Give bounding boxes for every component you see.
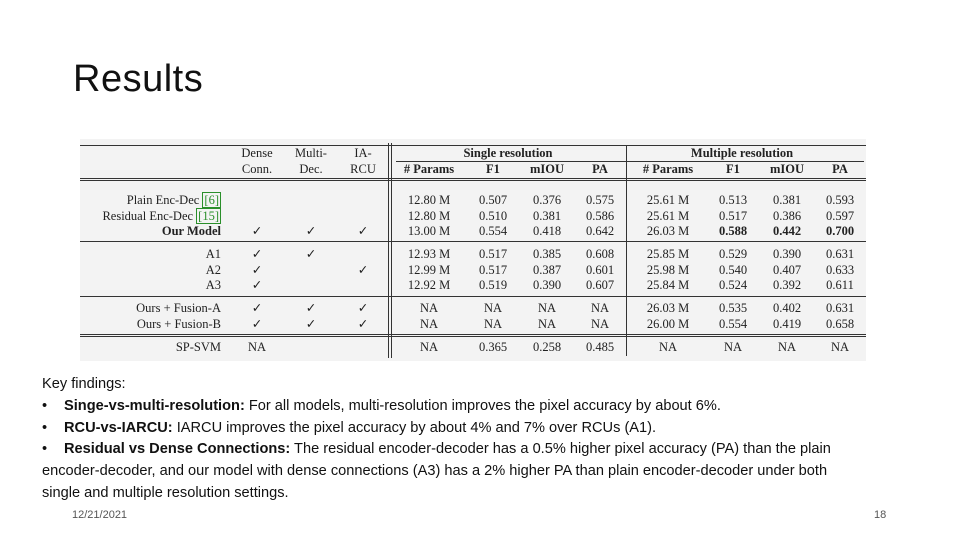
cell-m-miou: 0.390 — [772, 247, 802, 261]
header-multi-2: Dec. — [299, 162, 323, 176]
cell-s-params: 12.93 M — [407, 247, 451, 261]
finding-label: Singe-vs-multi-resolution: — [64, 397, 245, 414]
cell-s-pa: 0.601 — [585, 262, 615, 277]
row-label — [206, 263, 221, 279]
table-row — [80, 263, 866, 279]
cell-dense: NA — [247, 340, 267, 354]
cell-m-params: 26.03 M — [646, 301, 690, 315]
header-multi: Multi- — [295, 146, 327, 160]
row-label — [136, 301, 221, 317]
cell-m-f1: 0.524 — [718, 278, 748, 292]
row-label-text: A3 — [205, 278, 221, 292]
header-dense-2: Conn. — [241, 162, 273, 176]
cell-m-f1: 0.517 — [718, 208, 748, 223]
cell-m-params: 25.85 M — [646, 247, 690, 261]
cell-m-pa: NA — [830, 340, 850, 354]
cell-m-pa: 0.658 — [825, 316, 855, 331]
cell-s-f1: 0.510 — [478, 208, 508, 223]
cell-m-pa: 0.597 — [825, 208, 855, 223]
slide-title: Results — [73, 58, 204, 100]
cell-s-params: 12.80 M — [407, 208, 451, 223]
table-row — [80, 317, 866, 333]
cell-m-params: 25.98 M — [646, 262, 690, 277]
cell-m-pa: 0.631 — [825, 301, 855, 315]
cell-s-params: NA — [419, 340, 439, 354]
table-rule — [80, 180, 866, 181]
table-rule — [80, 334, 866, 335]
header-m-f1: F1 — [726, 162, 740, 176]
cell-s-miou: 0.381 — [532, 208, 562, 223]
row-label-text: Plain Enc-Dec — [126, 193, 200, 207]
cell-s-f1: 0.554 — [478, 224, 508, 238]
table-header-bottom — [80, 162, 866, 178]
cell-m-f1: 0.588 — [718, 224, 748, 238]
table-vertical-rule — [388, 143, 389, 358]
table-rule — [80, 296, 866, 297]
finding-label: RCU-vs-IARCU: — [64, 419, 173, 436]
cell-dense: ✓ — [251, 301, 263, 315]
header-s-params: # Params — [403, 162, 455, 176]
cell-s-miou: 0.258 — [532, 340, 562, 354]
finding-item — [42, 439, 942, 461]
cell-multi: ✓ — [305, 301, 317, 315]
header-s-miou: mIOU — [529, 162, 565, 176]
table-row — [80, 340, 866, 356]
cell-s-params: 12.99 M — [407, 262, 451, 277]
row-label — [206, 278, 221, 294]
finding-text: For all models, multi-resolution improves the pixel accuracy by about 6%. — [244, 397, 721, 414]
cell-s-miou: 0.376 — [532, 193, 562, 207]
cell-s-f1: NA — [483, 301, 503, 315]
cell-s-miou: 0.387 — [532, 262, 562, 277]
cell-s-pa: 0.607 — [585, 278, 615, 292]
cell-m-f1: 0.554 — [718, 316, 748, 331]
cell-m-miou: 0.392 — [772, 278, 802, 292]
results-table — [80, 139, 866, 361]
row-label — [206, 247, 221, 263]
finding-text: The residual encoder-decoder has a 0.5% higher pixel accuracy (PA) than the plain — [290, 441, 831, 458]
row-label-text: Residual Enc-Dec — [102, 208, 194, 223]
findings-heading: Key findings: — [42, 376, 126, 392]
finding-item — [42, 396, 942, 418]
cell-m-pa: 0.631 — [825, 247, 855, 261]
cell-dense: ✓ — [251, 278, 263, 292]
cell-ia: ✓ — [357, 316, 369, 331]
finding-label: Residual vs Dense Connections: — [64, 441, 291, 458]
row-label — [102, 209, 221, 225]
cell-m-pa: 0.593 — [825, 193, 855, 207]
finding-continuation: encoder-decoder, and our model with dense connections (A3) has a 2% higher PA than plain encoder-decoder under both — [42, 463, 828, 480]
cell-m-params: NA — [658, 340, 678, 354]
cell-s-params: 12.92 M — [407, 278, 451, 292]
header-single-resolution: Single resolution — [463, 146, 553, 160]
row-label — [137, 317, 221, 333]
cell-s-miou: 0.418 — [532, 224, 562, 238]
cell-s-miou: NA — [537, 301, 557, 315]
row-label-text: A2 — [205, 262, 221, 277]
table-row — [80, 209, 866, 225]
cell-m-miou: 0.402 — [772, 301, 802, 315]
cell-s-params: 13.00 M — [407, 224, 451, 238]
cell-s-f1: 0.507 — [478, 193, 508, 207]
row-label-text: SP-SVM — [175, 340, 221, 354]
cell-m-miou: NA — [777, 340, 797, 354]
cell-m-params: 26.00 M — [646, 316, 690, 331]
table-row — [80, 247, 866, 263]
bullet: • — [42, 419, 48, 436]
header-multiple-resolution: Multiple resolution — [690, 146, 794, 160]
cell-s-pa: 0.485 — [585, 340, 615, 354]
header-m-pa: PA — [832, 162, 848, 176]
table-vertical-rule — [626, 145, 627, 356]
row-label — [176, 340, 221, 356]
cell-multi: ✓ — [305, 247, 317, 261]
cell-dense: ✓ — [251, 224, 263, 238]
header-m-params: # Params — [642, 162, 694, 176]
cell-s-f1: 0.519 — [478, 278, 508, 292]
row-label — [127, 193, 221, 209]
header-ia: IA- — [354, 146, 372, 160]
cell-s-f1: NA — [483, 316, 503, 331]
citation-link[interactable]: [15] — [198, 208, 219, 223]
cell-s-miou: NA — [537, 316, 557, 331]
cell-m-miou: 0.386 — [772, 208, 802, 223]
key-findings — [42, 374, 942, 505]
cell-multi: ✓ — [305, 316, 317, 331]
cell-m-pa: 0.633 — [825, 262, 855, 277]
slide-page-number: 18 — [874, 509, 887, 521]
cell-m-f1: 0.535 — [718, 301, 748, 315]
cell-s-pa: 0.575 — [585, 193, 615, 207]
cell-m-pa: 0.611 — [826, 278, 854, 292]
table-row — [80, 301, 866, 317]
table-header-top — [80, 146, 866, 162]
cell-m-f1: 0.513 — [718, 193, 748, 207]
table-row — [80, 193, 866, 209]
cell-m-miou: 0.442 — [772, 224, 802, 238]
cell-s-pa: 0.586 — [585, 208, 615, 223]
cell-s-params: NA — [419, 316, 439, 331]
table-rule — [80, 145, 866, 146]
finding-item — [42, 418, 942, 440]
bullet: • — [42, 441, 48, 458]
cell-ia: ✓ — [357, 262, 369, 277]
cell-m-f1: 0.529 — [718, 247, 748, 261]
finding-continuation: single and multiple resolution settings. — [42, 484, 289, 501]
table-row — [80, 278, 866, 294]
group-rule — [396, 161, 864, 162]
cell-dense: ✓ — [251, 247, 263, 261]
header-m-miou: mIOU — [769, 162, 805, 176]
cell-dense: ✓ — [251, 262, 263, 277]
cell-s-f1: 0.517 — [478, 262, 508, 277]
cell-m-params: 25.84 M — [646, 278, 690, 292]
row-label-text: A1 — [205, 247, 221, 261]
header-ia-2: RCU — [350, 162, 376, 176]
finding-text: IARCU improves the pixel accuracy by about 4% and 7% over RCUs (A1). — [172, 419, 657, 436]
table-row — [80, 224, 866, 240]
row-label-text: Ours + Fusion-B — [136, 316, 221, 331]
table-rule — [80, 336, 866, 337]
header-s-pa: PA — [592, 162, 608, 176]
cell-s-f1: 0.517 — [478, 247, 508, 261]
cell-m-pa: 0.700 — [825, 224, 855, 238]
cell-m-miou: 0.419 — [772, 316, 802, 331]
header-dense: Dense — [241, 146, 273, 160]
cell-m-miou: 0.381 — [772, 193, 802, 207]
cell-s-params: 12.80 M — [407, 193, 451, 207]
cell-m-f1: 0.540 — [718, 262, 748, 277]
cell-m-params: 25.61 M — [646, 208, 690, 223]
cell-s-f1: 0.365 — [478, 340, 508, 354]
row-label-text: Ours + Fusion-A — [136, 301, 221, 315]
table-rule — [80, 241, 866, 242]
table-vertical-rule — [391, 143, 392, 358]
cell-m-params: 25.61 M — [646, 193, 690, 207]
cell-s-pa: 0.608 — [585, 247, 615, 261]
table-rule — [80, 178, 866, 179]
row-label — [162, 224, 221, 240]
cell-ia: ✓ — [357, 224, 369, 238]
header-s-f1: F1 — [486, 162, 500, 176]
cell-s-miou: 0.390 — [532, 278, 562, 292]
cell-s-pa: 0.642 — [585, 224, 615, 238]
cell-dense: ✓ — [251, 316, 263, 331]
citation-link[interactable]: [6] — [204, 193, 219, 207]
row-label-text: Our Model — [161, 224, 221, 238]
cell-ia: ✓ — [357, 301, 369, 315]
cell-m-f1: NA — [723, 340, 743, 354]
slide-date: 12/21/2021 — [72, 509, 128, 521]
cell-m-miou: 0.407 — [772, 262, 802, 277]
cell-s-pa: NA — [590, 301, 610, 315]
cell-multi: ✓ — [305, 224, 317, 238]
cell-s-miou: 0.385 — [532, 247, 562, 261]
bullet: • — [42, 397, 48, 414]
cell-m-params: 26.03 M — [646, 224, 690, 238]
cell-s-pa: NA — [590, 316, 610, 331]
cell-s-params: NA — [419, 301, 439, 315]
